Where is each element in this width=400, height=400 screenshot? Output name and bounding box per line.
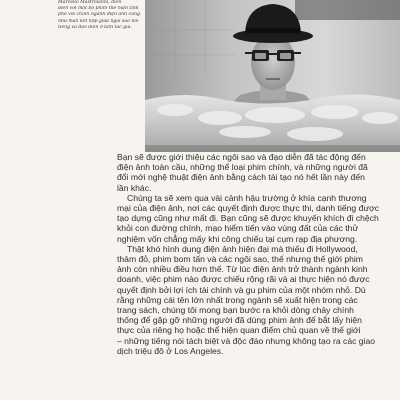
- text-line: mại của điện ảnh, nơi các quyết định được thực thi, danh tiếng được: [117, 203, 380, 214]
- text-line: Thật khó hình dung điện ảnh hiện đại mà thiếu đi Hollywood,: [127, 243, 358, 254]
- text-line: đổi mới nghệ thuật điện ảnh bằng cách tái tạo nó hết lần này đến: [117, 172, 365, 183]
- text-line: quyết định bởi lợi ích tài chính và gu phim của một nhóm nhỏ. Dù: [117, 284, 366, 295]
- text-line: Bạn sẽ được giới thiệu các ngôi sao và đạo diễn đã tác động đến: [117, 152, 366, 162]
- caption-line: diễn với một bộ phim thể hiện tính: [58, 6, 139, 12]
- text-line: nghiệm vốn chẳng mấy khi công chiếu tại cụm rạp địa phương.: [117, 233, 358, 244]
- text-line: thảm đỏ, phim bom tấn và các ngôi sao, thế nhưng thế giới phim: [117, 254, 363, 265]
- main-text: [117, 152, 400, 400]
- photo-caption: [58, 0, 144, 31]
- text-line: trang sách, chúng tôi mong bạn bước ra khỏi dòng chảy chính: [117, 305, 354, 316]
- text-line: tạo dựng cũng như mất đi. Bạn cũng sẽ được khuyến khích đi chệch: [117, 213, 379, 224]
- man-in-bathtub-photo: [145, 0, 400, 152]
- text-line: thống để gặp gỡ những người đã dùng phim ảnh để bắt lấy hiện: [117, 315, 362, 326]
- text-line: thực của riêng họ hoặc thể hiện quan điểm chủ quan về thế giới: [117, 325, 361, 336]
- paragraph-2: [117, 193, 400, 244]
- text-line: Chúng ta sẽ xem qua vài cảnh hậu trường ở khía cạnh thương: [127, 192, 367, 203]
- text-line: doanh, việc phim nào được chiếu rộng rãi và ai thực hiện nó được: [117, 274, 370, 285]
- text-line: rằng những cái tên lớn nhất trong ngành sẽ xuất hiện trong các: [117, 294, 358, 305]
- paragraph-1: [117, 152, 400, 193]
- caption-line: tiếng và đạo diễn ở tầm tác giả.: [58, 24, 132, 30]
- text-line: lần khác.: [117, 182, 152, 193]
- text-line: khỏi con đường chính, mạo hiểm tiến vào vùng đất của các thử: [117, 223, 359, 234]
- caption-line: Marcello Mastroianni, diễn: [58, 0, 122, 5]
- text-line: – những tiếng nói tách biệt và độc đáo nhưng không tạo ra các giao: [117, 335, 376, 346]
- text-line: ảnh còn nhiều điều hơn thế. Từ lúc điện ảnh trở thành ngành kinh: [117, 264, 368, 275]
- text-line: điện ảnh toàn cầu, những thể loại phim chính, và những người đã: [117, 162, 368, 173]
- caption-line: phổ với chính ngành điện ảnh cũng: [58, 12, 140, 18]
- caption-line: như màn kết hợp giữa ngôi sao nổi: [58, 18, 139, 24]
- paragraph-3: [117, 244, 400, 356]
- text-line: dịch triệu đô ở Los Angeles.: [117, 345, 224, 356]
